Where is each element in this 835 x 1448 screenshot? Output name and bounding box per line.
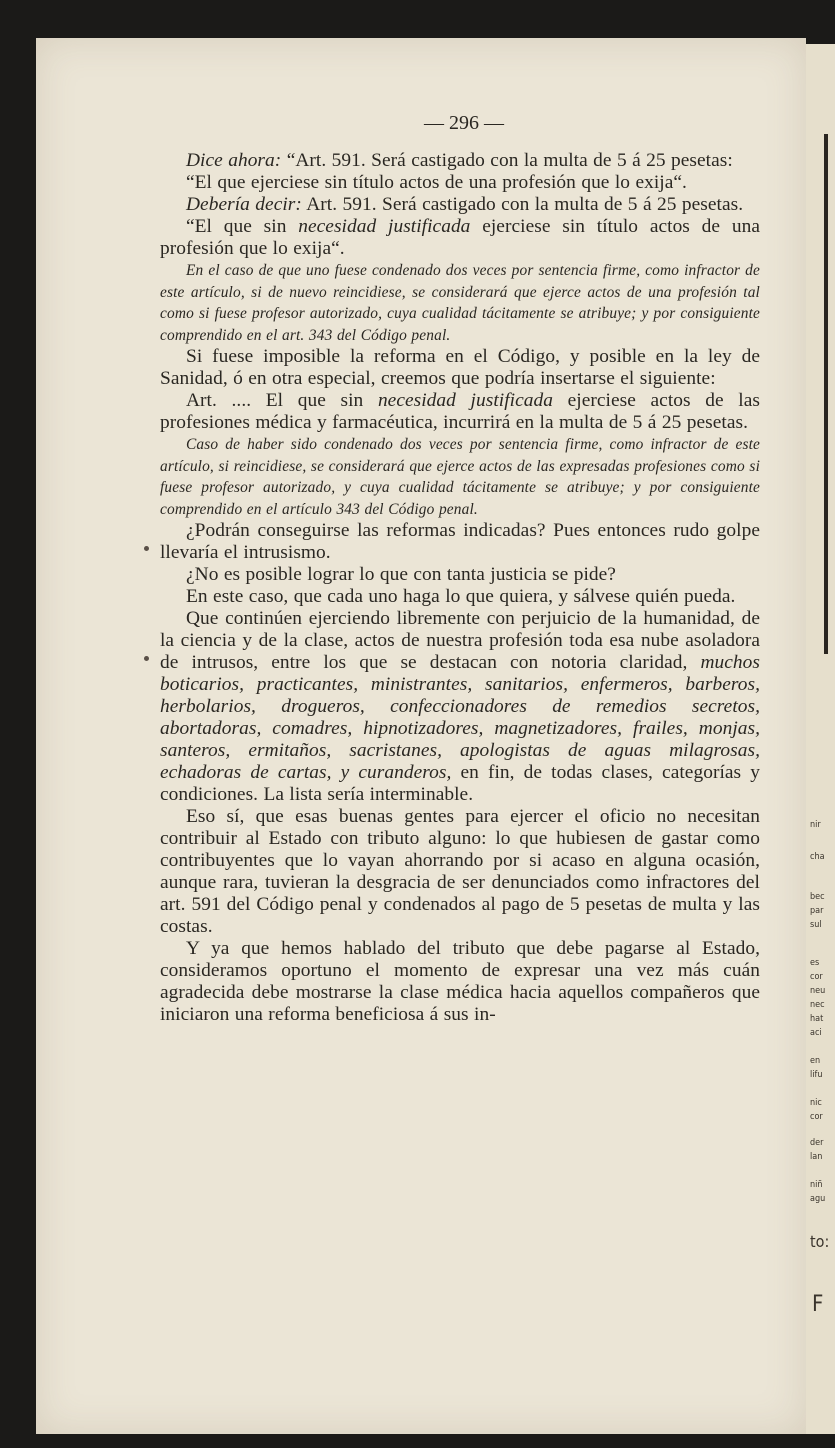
- facing-page-fragment: to:: [810, 1232, 830, 1251]
- paragraph: [160, 216, 760, 260]
- emphasized-text: necesidad justificada: [298, 216, 471, 237]
- facing-page-fragment: lan: [810, 1152, 823, 1162]
- facing-page-fragment: aci: [810, 1028, 822, 1038]
- emphasized-text: muchos boticarios, practicantes, ministrantes, sanitarios, enfermeros, barberos, herbolarios, drogueros, confeccionadores de remedios secretos, abortadoras, comadres, hipnotizadores, magnetizadores, frailes, monjas, santeros, ermitaños, sacristanes, apologistas de aguas milagrosas, echadoras de cartas, y curanderos,: [160, 652, 760, 783]
- facing-page-fragment: sul: [810, 920, 822, 930]
- page-number: — 296 —: [424, 112, 504, 134]
- paragraph-text: Art. .... El que sin: [186, 390, 378, 411]
- paragraph-text: en fin, de todas clases, categorías y condiciones. La lista sería interminable.: [160, 762, 760, 805]
- paragraph: [160, 586, 760, 608]
- paragraph-text: Eso sí, que esas buenas gentes para ejercer el oficio no necesitan contribuir al Estado con tributo alguno: lo que hubiesen de gastar como contribuyentes que lo vayan ahorrando por si acaso en alguna ocasión, aunque rara, tuvieran la desgracia de ser denunciados como infractores del art. 591 del Código penal y condenados al pago de 5 pesetas de multa y las costas.: [160, 806, 760, 937]
- page-text-block: [160, 110, 760, 1026]
- paragraph-text: “Art. 591. Será castigado con la multa de 5 á 25 pesetas:: [281, 150, 733, 171]
- ink-speck: [144, 546, 149, 551]
- emphasized-text: necesidad justificada: [377, 390, 553, 411]
- facing-page-fragment: en: [810, 1056, 821, 1066]
- facing-page-fragment: cor: [810, 1112, 823, 1122]
- facing-page-rule: [824, 134, 828, 654]
- facing-page-edge: [806, 44, 835, 1434]
- facing-page-fragment: cor: [810, 972, 823, 982]
- paragraph-text: ejerciese actos de las profesiones médica y farmacéutica, incurrirá en la multa de 5 á 25 pesetas.: [160, 390, 760, 433]
- paragraph-label: Dice ahora:: [186, 150, 282, 171]
- paragraph: [160, 172, 760, 194]
- facing-page-fragment: cha: [810, 852, 825, 862]
- facing-page-fragment: F: [812, 1292, 824, 1317]
- paragraph: [160, 806, 760, 938]
- paragraph: [160, 346, 760, 390]
- paragraph: [160, 938, 760, 1026]
- paragraph-text: ejerciese sin título actos de una profesión que lo exija“.: [160, 216, 761, 259]
- facing-page-fragment: lifu: [810, 1070, 823, 1080]
- paragraph: [160, 150, 760, 172]
- paragraph: [160, 194, 760, 216]
- paragraph-text: ¿Podrán conseguirse las reformas indicadas? Pues entonces rudo golpe llevaría el intrusismo.: [160, 520, 760, 563]
- paragraph: [160, 564, 760, 586]
- paragraph-text: En este caso, que cada uno haga lo que quiera, y sálvese quién pueda.: [186, 586, 736, 607]
- paragraph-text: Si fuese imposible la reforma en el Código, y posible en la ley de Sanidad, ó en otra especial, creemos que podría insertarse el siguiente:: [160, 346, 760, 389]
- ink-speck: [144, 656, 149, 661]
- paragraph-text: Art. 591. Será castigado con la multa de 5 á 25 pesetas.: [301, 194, 744, 215]
- paragraph-text: Que continúen ejerciendo libremente con perjuicio de la humanidad, de la ciencia y de la clase, actos de nuestra profesión toda esa nube asoladora de intrusos, entre los que se destacan con notoria claridad,: [160, 608, 760, 673]
- facing-page-fragment: par: [810, 906, 824, 916]
- paragraph-text: “El que ejerciese sin título actos de una profesión que lo exija“.: [186, 172, 687, 193]
- facing-page-fragment: es: [810, 958, 820, 968]
- facing-page-fragment: hat: [810, 1014, 824, 1024]
- paragraph-text: Y ya que hemos hablado del tributo que debe pagarse al Estado, consideramos oportuno el momento de expresar una vez más cuán agradecida debe mostrarse la clase médica hacia aquellos compañeros que iniciaron una reforma beneficiosa á sus in-: [160, 938, 760, 1025]
- facing-page-fragment: nic: [810, 1098, 822, 1108]
- facing-page-fragment: nir: [810, 820, 821, 830]
- paragraph: [160, 608, 760, 806]
- facing-page-fragment: agu: [810, 1194, 826, 1204]
- facing-page-fragment: bec: [810, 892, 825, 902]
- facing-page-fragment: niñ: [810, 1180, 823, 1190]
- paragraph: [160, 520, 760, 564]
- paragraph-text: “El que sin: [186, 216, 299, 237]
- paragraph-text: ¿No es posible lograr lo que con tanta justicia se pide?: [186, 564, 616, 585]
- paragraph: [160, 390, 760, 434]
- paragraph-label: Debería decir:: [186, 194, 302, 215]
- italic-note: En el caso de que uno fuese condenado dos veces por sentencia firme, como infractor de este artículo, si de nuevo reincidiese, se considerará que ejerce actos de una profesión tal como si fuese profesor autorizado, cuya cualidad tácitamente se atribuye; y por consiguiente comprendido en el art. 343 del Código penal.: [160, 262, 760, 344]
- facing-page-fragment: neu: [810, 986, 826, 996]
- italic-note: Caso de haber sido condenado dos veces por sentencia firme, como infractor de este artículo, si reincidiese, se considerará que ejerce actos de las expresadas profesiones como si fuese profesor autorizado, y cuya cualidad tácitamente se atribuye; y por consiguiente comprendido en el artículo 343 del Código penal.: [160, 436, 760, 518]
- facing-page-fragment: der: [810, 1138, 824, 1148]
- facing-page-fragment: nec: [810, 1000, 825, 1010]
